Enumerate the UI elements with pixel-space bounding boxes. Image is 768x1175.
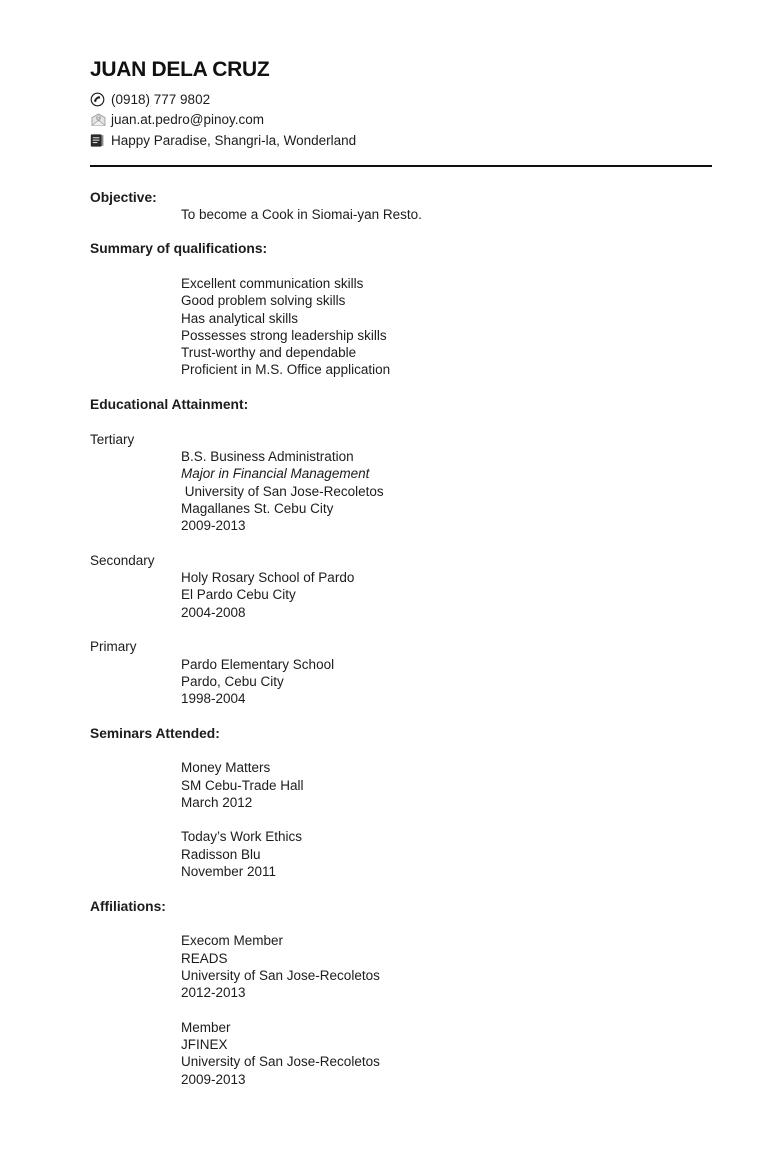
svg-text:@: @ <box>95 115 102 122</box>
seminar-line: Today’s Work Ethics <box>181 829 303 845</box>
email-address: juan.at.pedro@pinoy.com <box>111 112 265 128</box>
contact-phone-row <box>90 89 712 110</box>
section-objective <box>90 189 712 224</box>
contact-email-row <box>90 110 712 131</box>
education-level: Primary <box>90 639 137 655</box>
seminar-line: Money Matters <box>181 760 271 776</box>
section-seminars <box>90 725 712 742</box>
address-text: Happy Paradise, Shangri-la, Wonderland <box>111 132 357 148</box>
section-qualifications <box>90 240 712 257</box>
qualification-item: Has analytical skills <box>181 310 299 326</box>
education-line: El Pardo Cebu City <box>181 587 296 603</box>
education-line-major: Major in Financial Management <box>181 466 370 482</box>
affiliations-label: Affiliations: <box>90 898 166 914</box>
affiliation-line: 2009-2013 <box>181 1071 246 1087</box>
affiliation-line: University of San Jose-Recoletos <box>181 1054 380 1070</box>
resume-body <box>90 189 712 1088</box>
qualifications-list <box>90 275 712 379</box>
education-line: 2009-2013 <box>181 518 246 534</box>
objective-label: Objective: <box>90 189 157 205</box>
education-secondary <box>90 552 712 621</box>
section-education <box>90 396 712 413</box>
education-line: Pardo Elementary School <box>181 656 335 672</box>
education-line: 2004-2008 <box>181 604 246 620</box>
phone-number: (0918) 777 9802 <box>111 91 211 107</box>
education-label: Educational Attainment: <box>90 397 249 413</box>
qualification-item: Good problem solving skills <box>181 293 346 309</box>
education-line: Magallanes St. Cebu City <box>181 500 334 516</box>
person-name: JUAN DELA CRUZ <box>90 58 270 81</box>
education-line: B.S. Business Administration <box>181 448 354 464</box>
seminar-line: SM Cebu-Trade Hall <box>181 777 304 793</box>
affiliation-line: Member <box>181 1019 231 1035</box>
objective-text: To become a Cook in Siomai-yan Resto. <box>181 206 422 222</box>
qualification-item: Excellent communication skills <box>181 275 364 291</box>
affiliation-entry <box>90 932 712 1001</box>
affiliation-line: READS <box>181 950 228 966</box>
affiliation-line: Execom Member <box>181 933 284 949</box>
seminar-entry <box>90 828 712 880</box>
seminar-line: March 2012 <box>181 794 253 810</box>
affiliation-line: University of San Jose-Recoletos <box>181 967 380 983</box>
qualification-item: Trust-worthy and dependable <box>181 345 357 361</box>
phone-icon <box>90 92 111 107</box>
education-line: 1998-2004 <box>181 691 246 707</box>
seminar-entry <box>90 759 712 811</box>
qualification-item: Possesses strong leadership skills <box>181 327 387 343</box>
contact-address-row <box>90 130 712 151</box>
education-tertiary <box>90 431 712 535</box>
education-level: Secondary <box>90 552 155 568</box>
seminars-label: Seminars Attended: <box>90 725 220 741</box>
education-line: Pardo, Cebu City <box>181 673 284 689</box>
seminar-line: Radisson Blu <box>181 846 261 862</box>
section-affiliations <box>90 898 712 915</box>
affiliation-line: JFINEX <box>181 1037 228 1053</box>
education-line: University of San Jose-Recoletos <box>181 483 384 499</box>
seminar-line: November 2011 <box>181 864 277 880</box>
education-primary <box>90 638 712 707</box>
address-book-icon <box>90 133 111 148</box>
education-line: Holy Rosary School of Pardo <box>181 570 355 586</box>
email-icon <box>90 113 111 127</box>
education-level: Tertiary <box>90 431 135 447</box>
qualifications-label: Summary of qualifications: <box>90 241 268 257</box>
affiliation-line: 2012-2013 <box>181 985 246 1001</box>
affiliation-entry <box>90 1019 712 1088</box>
qualification-item: Proficient in M.S. Office application <box>181 362 391 378</box>
header-divider <box>90 165 712 167</box>
